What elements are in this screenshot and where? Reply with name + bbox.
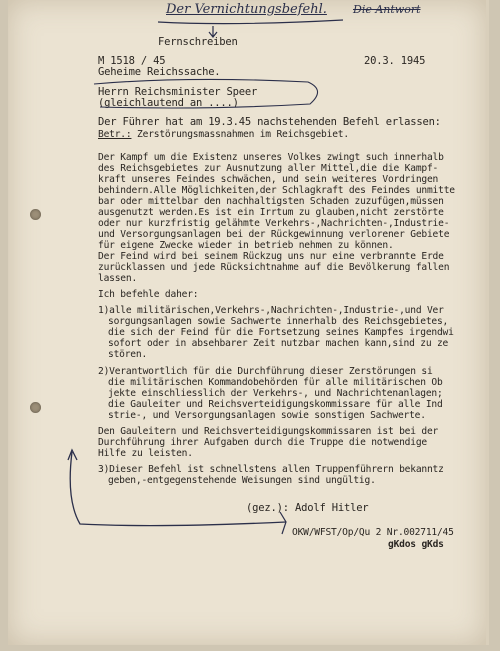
document-date: 20.3. 1945 [364, 55, 426, 67]
p2-line: Den Gauleitern und Reichsverteidigungskommissaren ist bei der [98, 426, 439, 437]
document-page [8, 0, 489, 645]
p1-line: ausgenutzt werden.Es ist ein Irrtum zu glauben,nicht zerstörte [98, 207, 444, 218]
addressee-copy-line: (gleichlautend an ....) [98, 97, 239, 109]
handwritten-annotations [8, 0, 486, 645]
p1-line: oder nur kurzfristig gelähmte Verkehrs-,Nachrichten-,Industrie- [98, 218, 450, 229]
item2-line: die militärischen Kommandobehörden für alle militärischen Ob [108, 377, 443, 388]
subject-text: Zerstörungsmassnahmen im Reichsgebiet. [137, 129, 349, 140]
reference-number: M 1518 / 45 [98, 55, 166, 67]
item2-line: die Gauleiter und Reichsverteidigungskommissare für alle Ind [108, 399, 443, 410]
order-intro: Ich befehle daher: [98, 289, 199, 300]
p1-line: bar oder mittelbar den nachhaltigsten Schaden zuzufügen,müssen [98, 196, 444, 207]
item1-line: stören. [108, 349, 148, 360]
p1-line: und Versorgungsanlagen bei der Rückgewinnung verlorener Gebiete [98, 229, 450, 240]
item2-line: strie-, und Versorgungsanlagen sowie sonstigen Sachwerte. [108, 410, 426, 421]
item3-line: geben,-entgegenstehende Weisungen sind ungültig. [108, 475, 376, 486]
addressee-line: Herrn Reichsminister Speer [98, 86, 258, 98]
p1-line: Der Feind wird bei seinem Rückzug uns nur eine verbrannte Erde [98, 251, 444, 262]
item1-line: die sich der Feind für die Fortsetzung seines Kampfes irgendwi [108, 327, 454, 338]
footer-reference: OKW/WFST/Op/Qu 2 Nr.002711/45 [292, 527, 454, 538]
secret-classification: Geheime Reichssache. [98, 66, 221, 78]
item2-line: jekte einschliesslich der Verkehrs-, und Nachrichtenanlagen; [108, 388, 443, 399]
p1-line: des Reichsgebietes zur Ausnutzung aller Mittel,die die Kampf- [98, 163, 439, 174]
title-underline-stroke [158, 20, 343, 24]
subject-label: Betr.: [98, 129, 132, 140]
item2-line: 2)Verantwortlich für die Durchführung dieser Zerstörungen si [98, 366, 433, 377]
handwritten-title: Der Vernichtungsbefehl. [166, 2, 327, 17]
p1-line: für eigene Zwecke wieder in betrieb nehmen zu können. [98, 240, 394, 251]
item1-line: 1)alle militärischen,Verkehrs-,Nachrichten-,Industrie-,und Ver [98, 305, 444, 316]
addressee-bracket-stroke [94, 79, 318, 108]
signature-line: (gez.): Adolf Hitler [246, 502, 369, 514]
p1-line: lassen. [98, 273, 138, 284]
fernschreiben-label: Fernschreiben [158, 36, 238, 48]
arrow-down-stroke [209, 26, 217, 37]
item1-line: sorgungsanlagen sowie Sachwerte innerhalb des Reichsgebietes, [108, 316, 449, 327]
p1-line: kraft unseres Feindes schwächen, und sein weiteres Vordringen [98, 174, 439, 185]
item1-line: sofort oder in absehbarer Zeit nutzbar machen kann,sind zu ze [108, 338, 449, 349]
footer-bracket-stroke [280, 512, 286, 534]
handwritten-struck-note: Die Antwort [353, 3, 421, 16]
p2-line: Hilfe zu leisten. [98, 448, 193, 459]
left-arrow-stroke [70, 452, 286, 526]
item3-line: 3)Dieser Befehl ist schnellstens allen Truppenführern bekanntz [98, 464, 444, 475]
p1-line: zurücklassen und jede Rücksichtnahme auf die Bevölkerung fallen [98, 262, 450, 273]
left-arrow-head [68, 450, 77, 460]
p2-line: Durchführung ihrer Aufgaben durch die Truppe die notwendige [98, 437, 427, 448]
p1-line: Der Kampf um die Existenz unseres Volkes zwingt such innerhalb [98, 152, 444, 163]
footer-classification: gKdos gKds [388, 539, 444, 550]
p1-line: behindern.Alle Möglichkeiten,der Schlagkraft des Feindes unmitte [98, 185, 455, 196]
intro-line: Der Führer hat am 19.3.45 nachstehenden Befehl erlassen: [98, 116, 441, 128]
